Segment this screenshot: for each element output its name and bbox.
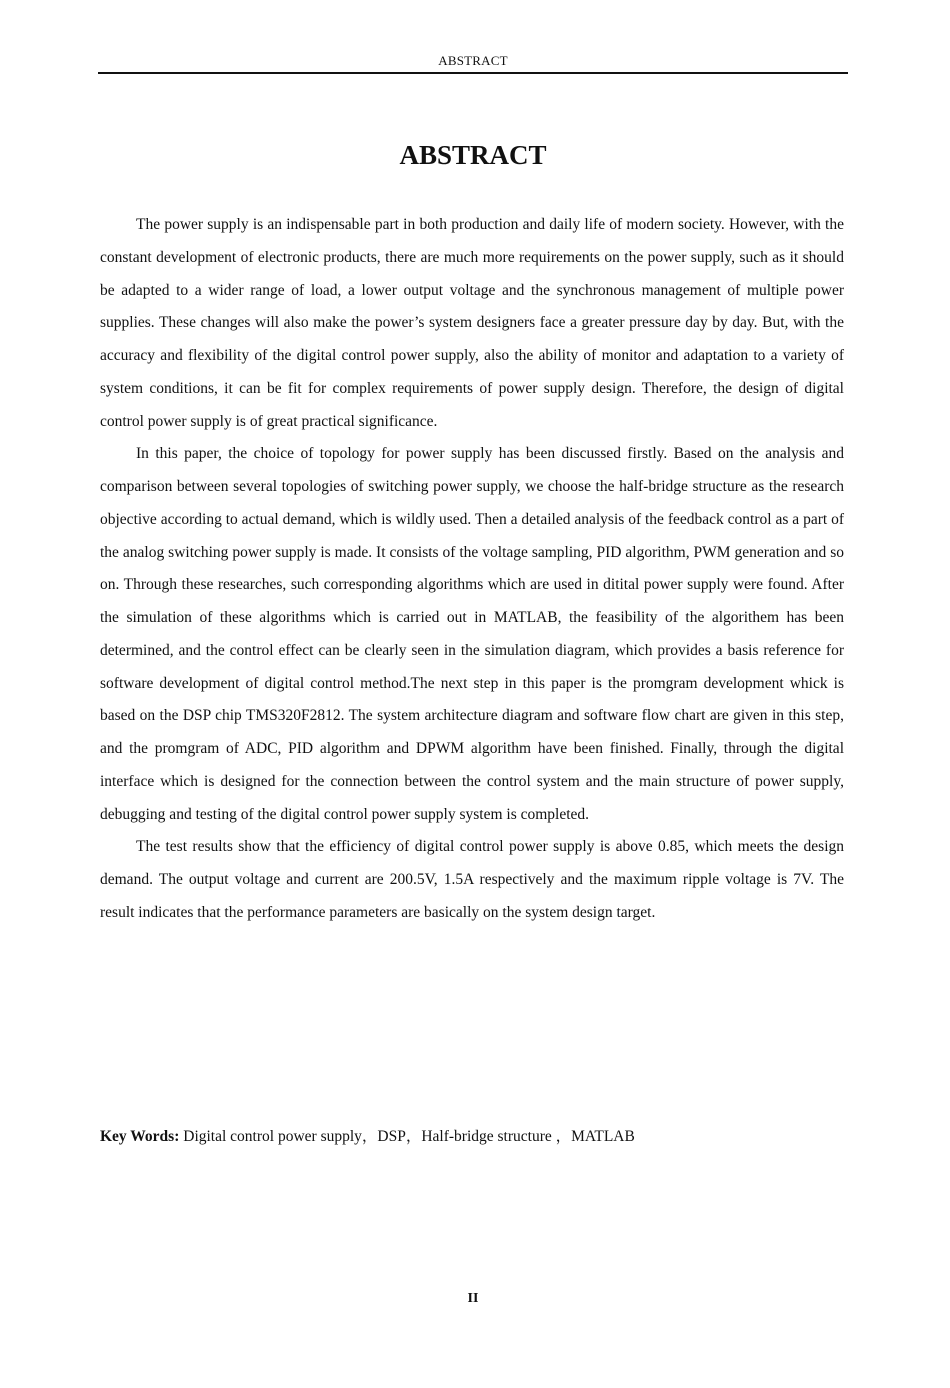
keywords-label: Key Words: [100,1128,180,1145]
paragraph-2: In this paper, the choice of topology for power supply has been discussed firstly. Based on the analysis and comparison between several topologies of switching power supply, we choose the half-bridge structure as the research objective according to actual demand, which is wildly used. Then a detailed analysis of the feedback control as a part of the analog switching power supply is made. It consists of the voltage sampling, PID algorithm, PWM generation and so on. Through these researches, such corresponding algorithms which are used in ditital power supply were found. After the simulation of these algorithms which is carried out in MATLAB, the feasibility of the algorithem has been determined, and the control effect can be clearly seen in the simulation diagram, which provides a basis reference for software development of digital control method.The next step in this paper is the promgram development whick is based on the DSP chip TMS320F2812. The system architecture diagram and software flow chart are given in this step, and the promgram of ADC, PID algorithm and DPWM algorithm have been finished. Finally, through the digital interface which is designed for the connection between the control system and the main structure of power supply, debugging and testing of the digital control power supply system is completed. [100,445,844,823]
keywords [100,1122,844,1152]
running-header: ABSTRACT [438,53,508,68]
keywords-text: Digital control power supply，DSP，Half-bridge structure ，MATLAB [179,1128,635,1145]
paragraph-1: The power supply is an indispensable part in both production and daily life of modern society. However, with the constant development of electronic products, there are much more requirements on the power supply, such as it should be adapted to a wider range of load, a lower output voltage and the synchronous management of multiple power supplies. These changes will also make the power’s system designers face a greater pressure day by day. But, with the accuracy and flexibility of the digital control power supply, also the ability of monitor and adaptation to a variety of system conditions, it can be fit for complex requirements of power supply design. Therefore, the design of digital control power supply is of great practical significance. [100,216,844,430]
paragraph-3: The test results show that the efficiency of digital control power supply is above 0.85, which meets the design demand. The output voltage and current are 200.5V, 1.5A respectively and the maximum ripple voltage is 7V. The result indicates that the performance parameters are basically on the system design target. [100,838,844,921]
abstract-body [100,209,844,930]
page-title: ABSTRACT [399,140,547,170]
page-number: II [467,1291,479,1306]
header-rule [98,72,848,74]
